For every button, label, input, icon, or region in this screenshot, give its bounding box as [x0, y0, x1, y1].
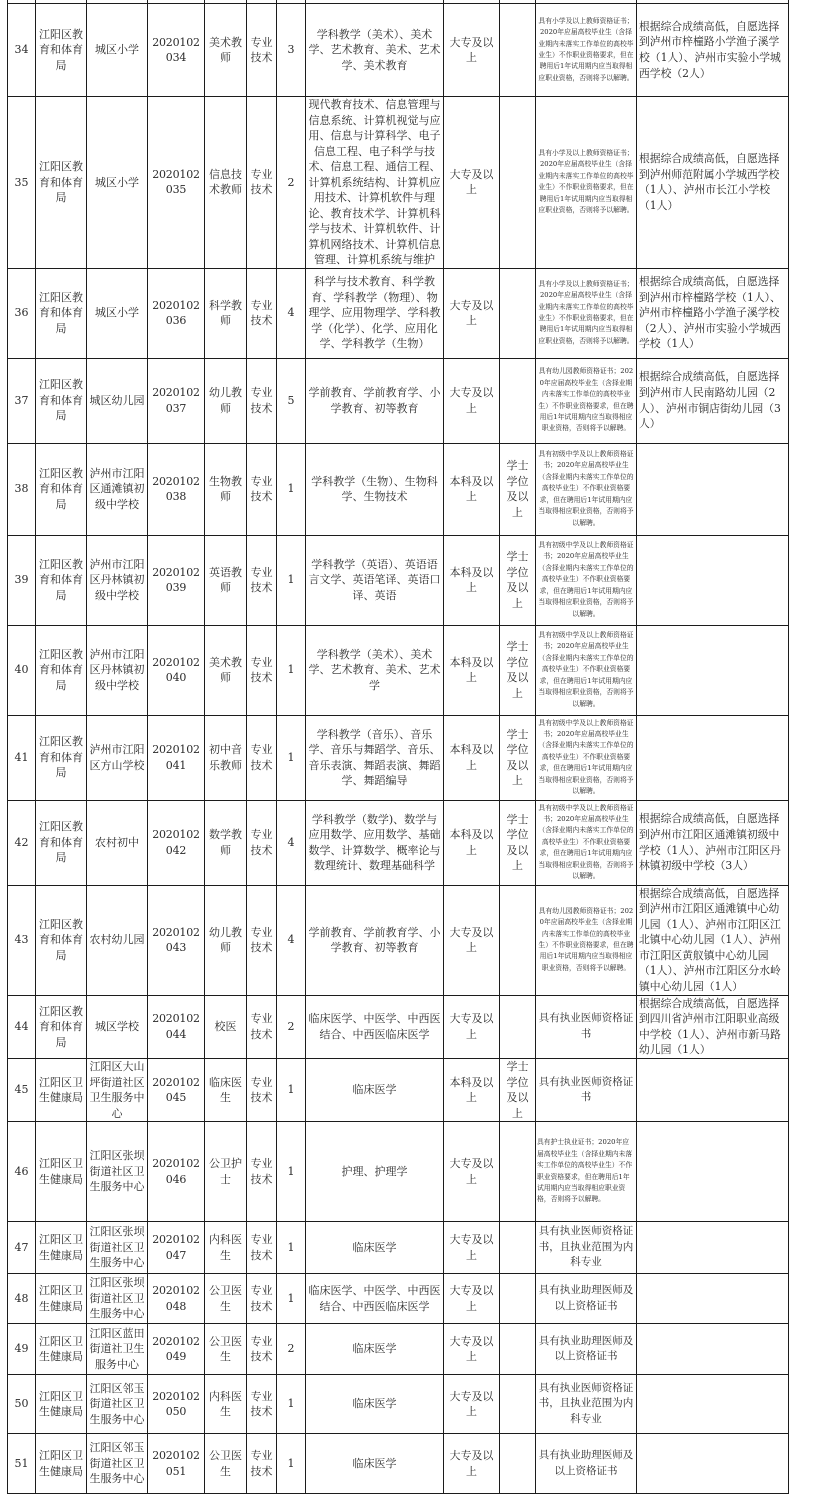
position-category-cell: 专业技术 — [247, 1222, 277, 1274]
table-row — [8, 443, 789, 535]
remarks-cell: 根据综合成绩高低，自愿选择到泸州市梓橦路学校（1人）、泸州市梓橦路小学渔子溪学校（2人）、泸州市实验小学城西学校（1人） — [637, 268, 789, 358]
row-number: 48 — [8, 1274, 36, 1324]
unit-cell: 城区幼儿园 — [87, 358, 148, 443]
table-row — [8, 885, 789, 995]
row-number: 43 — [8, 885, 36, 995]
position-category-cell: 专业技术 — [247, 800, 277, 885]
education-cell: 本科及以上 — [444, 625, 500, 715]
position-name-cell: 校医 — [205, 995, 247, 1058]
other-requirements-cell: 具有小学及以上教师资格证书；2020年应届高校毕业生（含择业期内未落实工作单位的高校毕业生）不作职业资格要求，但在聘用后1年试用期内应当取得相应职业资格，否则将予以解聘。 — [536, 97, 637, 269]
row-number: 34 — [8, 4, 36, 97]
department-cell: 江阳区卫生健康局 — [36, 1274, 87, 1324]
position-category-cell: 专业技术 — [247, 715, 277, 800]
position-code-cell: 2020102046 — [148, 1122, 205, 1222]
remarks-cell — [637, 1324, 789, 1375]
position-name-cell: 信息技术教师 — [205, 97, 247, 269]
degree-cell: 学士学位及以上 — [500, 715, 536, 800]
department-cell: 江阳区教育和体育局 — [36, 995, 87, 1058]
remarks-cell — [637, 1222, 789, 1274]
remarks-cell — [637, 1375, 789, 1434]
remarks-cell: 根据综合成绩高低，自愿选择到泸州师范附属小学城西学校（1人）、泸州市长江小学校（1人） — [637, 97, 789, 269]
position-category-cell: 专业技术 — [247, 4, 277, 97]
position-category-cell: 专业技术 — [247, 358, 277, 443]
other-requirements-cell: 具有小学及以上教师资格证书；2020年应届高校毕业生（含择业期内未落实工作单位的高校毕业生）不作职业资格要求，但在聘用后1年试用期内应当取得相应职业资格，否则将予以解聘。 — [536, 4, 637, 97]
department-cell: 江阳区教育和体育局 — [36, 535, 87, 625]
department-cell: 江阳区教育和体育局 — [36, 268, 87, 358]
position-name-cell: 公卫护士 — [205, 1122, 247, 1222]
position-category-cell: 专业技术 — [247, 443, 277, 535]
education-cell: 大专及以上 — [444, 1324, 500, 1375]
education-cell: 大专及以上 — [444, 995, 500, 1058]
degree-cell: 学士学位及以上 — [500, 1059, 536, 1122]
education-cell: 本科及以上 — [444, 715, 500, 800]
degree-cell: 学士学位及以上 — [500, 800, 536, 885]
hiring-count-cell: 1 — [277, 1434, 306, 1494]
hiring-count-cell: 1 — [277, 535, 306, 625]
row-number: 50 — [8, 1375, 36, 1434]
table-row — [8, 995, 789, 1058]
major-cell: 临床医学 — [306, 1059, 444, 1122]
unit-cell: 泸州市江阳区丹林镇初级中学校 — [87, 625, 148, 715]
table-row — [8, 800, 789, 885]
position-code-cell: 2020102035 — [148, 97, 205, 269]
department-cell: 江阳区教育和体育局 — [36, 4, 87, 97]
remarks-cell — [637, 535, 789, 625]
position-name-cell: 数学教师 — [205, 800, 247, 885]
position-code-cell: 2020102051 — [148, 1434, 205, 1494]
position-category-cell: 专业技术 — [247, 885, 277, 995]
table-row — [8, 1434, 789, 1494]
other-requirements-cell: 具有执业助理医师及以上资格证书 — [536, 1434, 637, 1494]
remarks-cell — [637, 715, 789, 800]
major-cell: 学科教学（美术）、美术学、艺术教育、美术、艺术学 — [306, 625, 444, 715]
table-row — [8, 1375, 789, 1434]
unit-cell: 城区小学 — [87, 268, 148, 358]
education-cell: 大专及以上 — [444, 358, 500, 443]
education-cell: 大专及以上 — [444, 885, 500, 995]
position-category-cell: 专业技术 — [247, 535, 277, 625]
education-cell: 本科及以上 — [444, 1059, 500, 1122]
hiring-count-cell: 1 — [277, 1375, 306, 1434]
table-row — [8, 625, 789, 715]
other-requirements-cell: 具有执业医师资格证书，且执业范围为内科专业 — [536, 1375, 637, 1434]
department-cell: 江阳区教育和体育局 — [36, 358, 87, 443]
hiring-count-cell: 2 — [277, 995, 306, 1058]
position-code-cell: 2020102039 — [148, 535, 205, 625]
major-cell: 学前教育、学前教育学、小学教育、初等教育 — [306, 885, 444, 995]
department-cell: 江阳区卫生健康局 — [36, 1375, 87, 1434]
unit-cell: 泸州市江阳区方山学校 — [87, 715, 148, 800]
row-number: 42 — [8, 800, 36, 885]
education-cell: 本科及以上 — [444, 443, 500, 535]
position-category-cell: 专业技术 — [247, 1375, 277, 1434]
row-number: 49 — [8, 1324, 36, 1375]
hiring-count-cell: 2 — [277, 1324, 306, 1375]
other-requirements-cell: 具有执业医师资格证书，且执业范围为内科专业 — [536, 1222, 637, 1274]
department-cell: 江阳区卫生健康局 — [36, 1222, 87, 1274]
position-name-cell: 科学教师 — [205, 268, 247, 358]
education-cell: 大专及以上 — [444, 1434, 500, 1494]
position-code-cell: 2020102048 — [148, 1274, 205, 1324]
table-row — [8, 535, 789, 625]
position-name-cell: 美术教师 — [205, 4, 247, 97]
position-code-cell: 2020102044 — [148, 995, 205, 1058]
other-requirements-cell: 具有初级中学及以上教师资格证书；2020年应届高校毕业生（含择业期内未落实工作单位的高校毕业生）不作职业资格要求，但在聘用后1年试用期内应当取得相应职业资格，否则将予以解聘。 — [536, 715, 637, 800]
table-row — [8, 715, 789, 800]
education-cell: 本科及以上 — [444, 535, 500, 625]
table-row — [8, 1222, 789, 1274]
position-category-cell: 专业技术 — [247, 1434, 277, 1494]
remarks-cell — [637, 1274, 789, 1324]
position-code-cell: 2020102047 — [148, 1222, 205, 1274]
position-category-cell: 专业技术 — [247, 1122, 277, 1222]
hiring-count-cell: 1 — [277, 1274, 306, 1324]
unit-cell: 江阳区大山坪街道社区卫生服务中心 — [87, 1059, 148, 1122]
major-cell: 学科教学（数学)、数学与应用数学、应用数学、基础数学、计算数学、概率论与数理统计、数理基础科学 — [306, 800, 444, 885]
table-row — [8, 268, 789, 358]
position-code-cell: 2020102038 — [148, 443, 205, 535]
other-requirements-cell: 具有初级中学及以上教师资格证书；2020年应届高校毕业生（含择业期内未落实工作单位的高校毕业生）不作职业资格要求，但在聘用后1年试用期内应当取得相应职业资格，否则将予以解聘。 — [536, 535, 637, 625]
row-number: 47 — [8, 1222, 36, 1274]
degree-cell — [500, 995, 536, 1058]
other-requirements-cell: 具有执业助理医师及以上资格证书 — [536, 1274, 637, 1324]
remarks-cell: 根据综合成绩高低，自愿选择到泸州市梓橦路小学渔子溪学校（1人）、泸州市实验小学城西学校（2人） — [637, 4, 789, 97]
degree-cell — [500, 268, 536, 358]
hiring-count-cell: 4 — [277, 885, 306, 995]
degree-cell — [500, 1222, 536, 1274]
table-row — [8, 97, 789, 269]
degree-cell: 学士学位及以上 — [500, 535, 536, 625]
department-cell: 江阳区卫生健康局 — [36, 1059, 87, 1122]
department-cell: 江阳区教育和体育局 — [36, 715, 87, 800]
hiring-count-cell: 2 — [277, 97, 306, 269]
department-cell: 江阳区教育和体育局 — [36, 443, 87, 535]
remarks-cell — [637, 625, 789, 715]
position-category-cell: 专业技术 — [247, 268, 277, 358]
other-requirements-cell: 具有执业助理医师及以上资格证书 — [536, 1324, 637, 1375]
hiring-count-cell: 4 — [277, 800, 306, 885]
degree-cell — [500, 1375, 536, 1434]
hiring-count-cell: 1 — [277, 715, 306, 800]
major-cell: 学前教育、学前教育学、小学教育、初等教育 — [306, 358, 444, 443]
row-number: 40 — [8, 625, 36, 715]
remarks-cell — [637, 1434, 789, 1494]
education-cell: 大专及以上 — [444, 1222, 500, 1274]
position-category-cell: 专业技术 — [247, 1274, 277, 1324]
other-requirements-cell: 具有初级中学及以上教师资格证书；2020年应届高校毕业生（含择业期内未落实工作单位的高校毕业生）不作职业资格要求，但在聘用后1年试用期内应当取得相应职业资格，否则将予以解聘。 — [536, 443, 637, 535]
table-row — [8, 1324, 789, 1375]
position-code-cell: 2020102049 — [148, 1324, 205, 1375]
row-number: 45 — [8, 1059, 36, 1122]
department-cell: 江阳区教育和体育局 — [36, 97, 87, 269]
department-cell: 江阳区教育和体育局 — [36, 625, 87, 715]
unit-cell: 江阳区蓝田街道社卫生服务中心 — [87, 1324, 148, 1375]
remarks-cell — [637, 443, 789, 535]
position-code-cell: 2020102034 — [148, 4, 205, 97]
degree-cell — [500, 1434, 536, 1494]
remarks-cell: 根据综合成绩高低，自愿选择到泸州市江阳区通滩镇初级中学校（1人）、泸州市江阳区丹林镇初级中学校（3人） — [637, 800, 789, 885]
hiring-count-cell: 5 — [277, 358, 306, 443]
table-row — [8, 1122, 789, 1222]
hiring-count-cell: 1 — [277, 1122, 306, 1222]
row-number: 36 — [8, 268, 36, 358]
major-cell: 学科教学（美术）、美术学、艺术教育、美术、艺术学、美术教育 — [306, 4, 444, 97]
major-cell: 现代教育技术、信息管理与信息系统、计算机视觉与应用、信息与计算科学、电子信息工程、电子科学与技术、信息工程、通信工程、计算机系统结构、计算机应用技术、计算机软件与理论、教育技术学、计算机科学与技术、计算机软件、计算机网络技术、计算机信息管理、计算机系统与维护 — [306, 97, 444, 269]
position-name-cell: 内科医生 — [205, 1375, 247, 1434]
position-name-cell: 初中音乐教师 — [205, 715, 247, 800]
position-code-cell: 2020102043 — [148, 885, 205, 995]
position-name-cell: 生物教师 — [205, 443, 247, 535]
position-code-cell: 2020102037 — [148, 358, 205, 443]
degree-cell — [500, 4, 536, 97]
education-cell: 大专及以上 — [444, 1122, 500, 1222]
position-name-cell: 幼儿教师 — [205, 885, 247, 995]
unit-cell: 城区小学 — [87, 4, 148, 97]
table-row — [8, 4, 789, 97]
position-code-cell: 2020102040 — [148, 625, 205, 715]
row-number: 46 — [8, 1122, 36, 1222]
unit-cell: 江阳区张坝街道社区卫生服务中心 — [87, 1122, 148, 1222]
position-category-cell: 专业技术 — [247, 625, 277, 715]
row-number: 39 — [8, 535, 36, 625]
unit-cell: 农村幼儿园 — [87, 885, 148, 995]
position-category-cell: 专业技术 — [247, 1059, 277, 1122]
major-cell: 科学与技术教育、科学教育、学科教学（物理）、物理学、应用物理学、学科教学（化学）、化学、应用化学、学科教学（生物） — [306, 268, 444, 358]
unit-cell: 江阳区张坝街道社区卫生服务中心 — [87, 1274, 148, 1324]
row-number: 37 — [8, 358, 36, 443]
other-requirements-cell: 具有护士执业证书；2020年应届高校毕业生（含择业期内未落实工作单位的高校毕业生）不作职业资格要求，但在聘用后1年试用期内应当取得相应职业资格，否则将予以解聘。 — [536, 1122, 637, 1222]
position-name-cell: 幼儿教师 — [205, 358, 247, 443]
position-name-cell: 临床医生 — [205, 1059, 247, 1122]
unit-cell: 泸州市江阳区丹林镇初级中学校 — [87, 535, 148, 625]
degree-cell — [500, 1122, 536, 1222]
position-code-cell: 2020102042 — [148, 800, 205, 885]
hiring-count-cell: 1 — [277, 443, 306, 535]
position-code-cell: 2020102045 — [148, 1059, 205, 1122]
other-requirements-cell: 具有执业医师资格证书 — [536, 995, 637, 1058]
position-code-cell: 2020102050 — [148, 1375, 205, 1434]
position-name-cell: 英语教师 — [205, 535, 247, 625]
position-name-cell: 内科医生 — [205, 1222, 247, 1274]
other-requirements-cell: 具有小学及以上教师资格证书；2020年应届高校毕业生（含择业期内未落实工作单位的高校毕业生）不作职业资格要求，但在聘用后1年试用期内应当取得相应职业资格，否则将予以解聘。 — [536, 268, 637, 358]
remarks-cell: 根据综合成绩高低，自愿选择到泸州市江阳区通滩镇中心幼儿园（1人）、泸州市江阳区江北镇中心幼儿园（1人）、泸州市江阳区黄舣镇中心幼儿园（1人）、泸州市江阳区分水岭镇中心幼儿园（1人） — [637, 885, 789, 995]
table-row — [8, 1059, 789, 1122]
education-cell: 本科及以上 — [444, 800, 500, 885]
hiring-count-cell: 3 — [277, 4, 306, 97]
unit-cell: 城区小学 — [87, 97, 148, 269]
remarks-cell — [637, 1059, 789, 1122]
table-row — [8, 1274, 789, 1324]
major-cell: 临床医学 — [306, 1324, 444, 1375]
education-cell: 大专及以上 — [444, 1375, 500, 1434]
degree-cell — [500, 358, 536, 443]
education-cell: 大专及以上 — [444, 4, 500, 97]
major-cell: 临床医学 — [306, 1434, 444, 1494]
education-cell: 大专及以上 — [444, 1274, 500, 1324]
degree-cell: 学士学位及以上 — [500, 625, 536, 715]
department-cell: 江阳区教育和体育局 — [36, 885, 87, 995]
degree-cell — [500, 1274, 536, 1324]
position-name-cell: 公卫医生 — [205, 1274, 247, 1324]
other-requirements-cell: 具有初级中学及以上教师资格证书；2020年应届高校毕业生（含择业期内未落实工作单位的高校毕业生）不作职业资格要求，但在聘用后1年试用期内应当取得相应职业资格，否则将予以解聘。 — [536, 800, 637, 885]
remarks-cell — [637, 1122, 789, 1222]
position-name-cell: 公卫医生 — [205, 1324, 247, 1375]
major-cell: 学科教学（音乐）、音乐学、音乐与舞蹈学、音乐、音乐表演、舞蹈表演、舞蹈学、舞蹈编导 — [306, 715, 444, 800]
major-cell: 临床医学、中医学、中西医结合、中西医临床医学 — [306, 995, 444, 1058]
table-row — [8, 358, 789, 443]
hiring-count-cell: 1 — [277, 1059, 306, 1122]
other-requirements-cell: 具有初级中学及以上教师资格证书；2020年应届高校毕业生（含择业期内未落实工作单位的高校毕业生）不作职业资格要求，但在聘用后1年试用期内应当取得相应职业资格，否则将予以解聘。 — [536, 625, 637, 715]
major-cell: 临床医学、中医学、中西医结合、中西医临床医学 — [306, 1274, 444, 1324]
department-cell: 江阳区卫生健康局 — [36, 1122, 87, 1222]
position-category-cell: 专业技术 — [247, 995, 277, 1058]
education-cell: 大专及以上 — [444, 268, 500, 358]
other-requirements-cell: 具有幼儿园教师资格证书；2020年应届高校毕业生（含择业期内未落实工作单位的高校毕业生）不作职业资格要求，但在聘用后1年试用期内应当取得相应职业资格，否则将予以解聘。 — [536, 358, 637, 443]
row-number: 35 — [8, 97, 36, 269]
position-name-cell: 公卫医生 — [205, 1434, 247, 1494]
row-number: 51 — [8, 1434, 36, 1494]
position-name-cell: 美术教师 — [205, 625, 247, 715]
row-number: 38 — [8, 443, 36, 535]
position-code-cell: 2020102036 — [148, 268, 205, 358]
recruitment-positions-table — [7, 0, 789, 1494]
position-category-cell: 专业技术 — [247, 97, 277, 269]
row-number: 41 — [8, 715, 36, 800]
unit-cell: 江阳区邻玉街道社区卫生服务中心 — [87, 1434, 148, 1494]
major-cell: 临床医学 — [306, 1222, 444, 1274]
unit-cell: 农村初中 — [87, 800, 148, 885]
department-cell: 江阳区卫生健康局 — [36, 1324, 87, 1375]
degree-cell — [500, 885, 536, 995]
hiring-count-cell: 1 — [277, 1222, 306, 1274]
major-cell: 学科教学（生物）、生物科学、生物技术 — [306, 443, 444, 535]
major-cell: 学科教学（英语）、英语语言文学、英语笔译、英语口译、英语 — [306, 535, 444, 625]
major-cell: 临床医学 — [306, 1375, 444, 1434]
unit-cell: 江阳区张坝街道社区卫生服务中心 — [87, 1222, 148, 1274]
other-requirements-cell: 具有执业医师资格证书 — [536, 1059, 637, 1122]
remarks-cell: 根据综合成绩高低，自愿选择到四川省泸州市江阳职业高级中学校（1人）、泸州市新马路幼儿园（1人） — [637, 995, 789, 1058]
position-code-cell: 2020102041 — [148, 715, 205, 800]
hiring-count-cell: 1 — [277, 625, 306, 715]
degree-cell — [500, 97, 536, 269]
major-cell: 护理、护理学 — [306, 1122, 444, 1222]
department-cell: 江阳区卫生健康局 — [36, 1434, 87, 1494]
degree-cell — [500, 1324, 536, 1375]
unit-cell: 城区学校 — [87, 995, 148, 1058]
hiring-count-cell: 4 — [277, 268, 306, 358]
unit-cell: 泸州市江阳区通滩镇初级中学校 — [87, 443, 148, 535]
row-number: 44 — [8, 995, 36, 1058]
education-cell: 大专及以上 — [444, 97, 500, 269]
department-cell: 江阳区教育和体育局 — [36, 800, 87, 885]
remarks-cell: 根据综合成绩高低，自愿选择到泸州市人民南路幼儿园（2人）、泸州市铜店街幼儿园（3人） — [637, 358, 789, 443]
unit-cell: 江阳区邻玉街道社区卫生服务中心 — [87, 1375, 148, 1434]
other-requirements-cell: 具有幼儿园教师资格证书；2020年应届高校毕业生（含择业期内未落实工作单位的高校毕业生）不作职业资格要求，但在聘用后1年试用期内应当取得相应职业资格，否则将予以解聘。 — [536, 885, 637, 995]
position-category-cell: 专业技术 — [247, 1324, 277, 1375]
degree-cell: 学士学位及以上 — [500, 443, 536, 535]
